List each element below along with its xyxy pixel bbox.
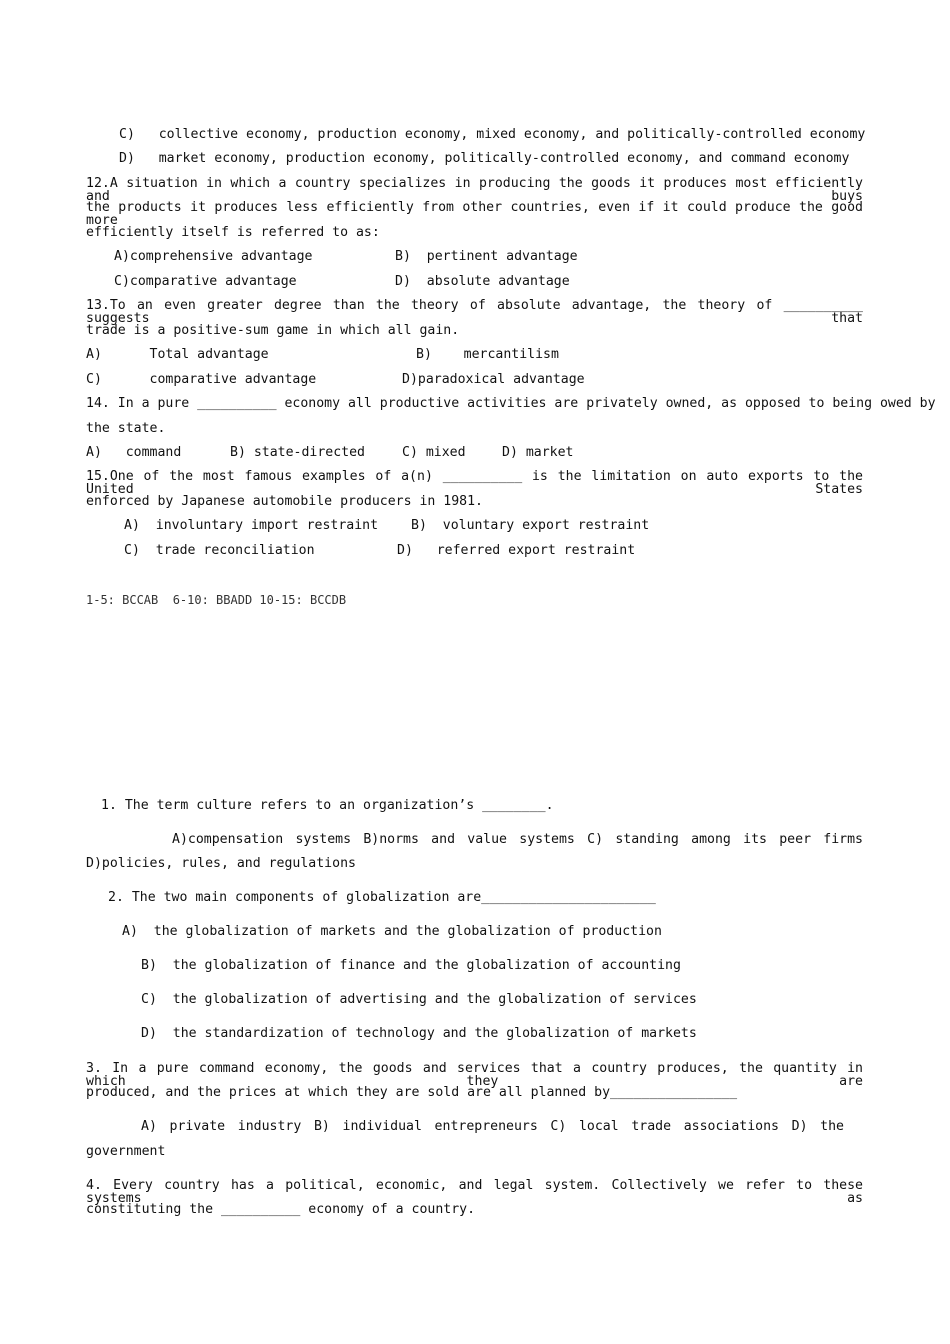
p2-q3-stem-line1: 3. In a pure command economy, the goods and services that a country produces, the quantity in which they are [86,1061,863,1090]
answer-key: 1-5: BCCAB 6-10: BBADD 10-15: BCCDB [86,593,347,607]
p2-q2-option-c: C) the globalization of advertising and the globalization of services [141,992,697,1007]
q15-option-d: D) referred export restraint [397,543,636,558]
q12-option-d: D) absolute advantage [395,274,570,289]
q13-stem-line1: 13.To an even greater degree than the theory of absolute advantage, the theory of __________ suggests that [86,298,863,327]
q14-option-a: A) command [86,445,182,460]
q14-option-d: D) market [502,445,574,460]
p2-q1-options-line1: A)compensation systems B)norms and value systems C) standing among its peer firms [172,832,863,847]
p2-q3-options-line2: government [86,1144,166,1159]
q12-option-b: B) pertinent advantage [395,249,578,264]
q12-option-c: C)comparative advantage [114,274,297,289]
p2-q4-stem-line2: constituting the __________ economy of a country. [86,1202,476,1217]
q15-option-c: C) trade reconciliation [124,543,315,558]
q13-stem-line2: trade is a positive-sum game in which all gain. [86,323,460,338]
p2-q2-option-b: B) the globalization of finance and the globalization of accounting [141,958,681,973]
q11-option-c: C) collective economy, production economy, mixed economy, and politically-controlled economy [119,127,866,142]
q13-option-b: B) mercantilism [416,347,559,362]
q15-stem-line1: 15.One of the most famous examples of a(n) __________ is the limitation on auto exports to the United States [86,469,863,498]
q12-stem-line3: efficiently itself is referred to as: [86,225,380,240]
q11-option-d: D) market economy, production economy, politically-controlled economy, and command economy [119,151,850,166]
q14-stem-line2: the state. [86,421,166,436]
q14-stem-line1: 14. In a pure __________ economy all productive activities are privately owned, as opposed to being owed by [86,396,936,411]
q12-option-a: A)comprehensive advantage [114,249,313,264]
q15-option-a: A) involuntary import restraint [124,518,379,533]
q12-stem-line1: 12.A situation in which a country specializes in producing the goods it produces most efficiently and buys [86,176,863,205]
q15-stem-line2: enforced by Japanese automobile producers in 1981. [86,494,483,509]
p2-q1-options-line2: D)policies, rules, and regulations [86,856,356,871]
p2-q2-stem: 2. The two main components of globalization are______________________ [108,890,656,905]
q12-stem-line2: the products it produces less efficiently from other countries, even if it could produce the good more [86,200,863,229]
p2-q2-option-a: A) the globalization of markets and the globalization of production [122,924,662,939]
p2-q2-option-d: D) the standardization of technology and the globalization of markets [141,1026,697,1041]
q13-option-c: C) comparative advantage [86,372,317,387]
q14-option-c: C) mixed [402,445,466,460]
q14-option-b: B) state-directed [230,445,365,460]
q13-option-a: A) Total advantage [86,347,269,362]
q13-option-d: D)paradoxical advantage [402,372,585,387]
p2-q1-stem: 1. The term culture refers to an organization’s ________. [101,798,554,813]
q15-option-b: B) voluntary export restraint [411,518,650,533]
p2-q4-stem-line1: 4. Every country has a political, economic, and legal system. Collectively we refer to these systems as [86,1178,863,1207]
p2-q3-stem-line2: produced, and the prices at which they are sold are all planned by________________ [86,1085,738,1100]
p2-q3-options-line1: A) private industry B) individual entrepreneurs C) local trade associations D) the [141,1119,844,1134]
